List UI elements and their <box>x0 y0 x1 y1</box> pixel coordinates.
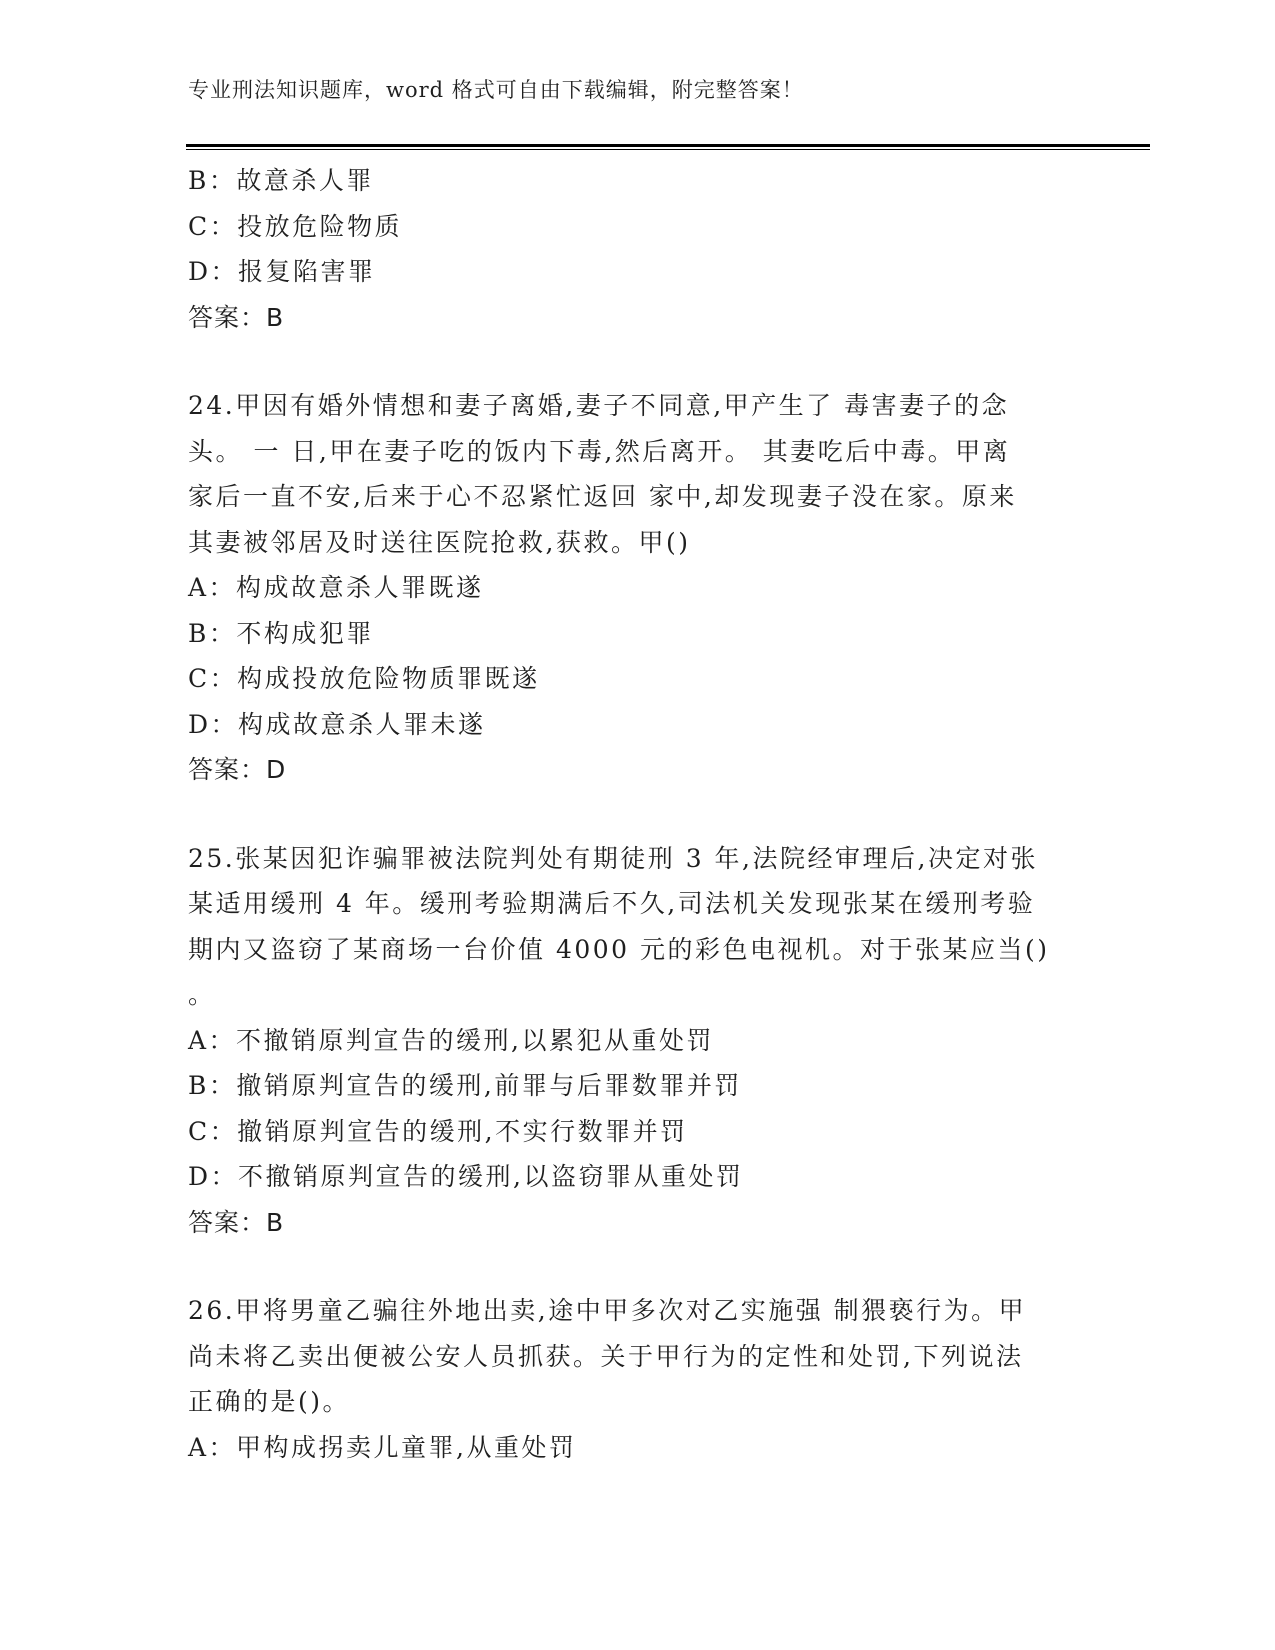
page-header: 专业刑法知识题库，word 格式可自由下载编辑，附完整答案！ <box>188 78 804 102</box>
question-list <box>188 158 1088 1470</box>
question-text: 某适用缓刑 4 年。缓刑考验期满后不久,司法机关发现张某在缓刑考验 <box>188 889 1036 918</box>
option-c: C：撤销原判宣告的缓刑,不实行数罪并罚 <box>188 1116 688 1146</box>
header-rule-thin <box>186 149 1150 150</box>
question-text: 26.甲将男童乙骗往外地出卖,途中甲多次对乙实施强 制猥亵行为。甲 <box>188 1296 1027 1325</box>
question-text: 。 <box>188 980 216 1009</box>
question-text: 24.甲因有婚外情想和妻子离婚,妻子不同意,甲产生了 毒害妻子的念 <box>188 391 1010 420</box>
header-rule-thick <box>186 144 1150 147</box>
option-d: D：构成故意杀人罪未遂 <box>188 709 486 739</box>
option-c: C：构成投放危险物质罪既遂 <box>188 664 540 693</box>
question-text: 正确的是()。 <box>188 1387 351 1416</box>
answer: 答案：B <box>188 1207 285 1237</box>
question-text: 25.张某因犯诈骗罪被法院判处有期徒刑 3 年,法院经审理后,决定对张 <box>188 843 1038 873</box>
question-block <box>188 1288 1088 1470</box>
answer: 答案：B <box>188 302 285 332</box>
option-b: B：不构成犯罪 <box>188 618 374 648</box>
option-a: A：甲构成拐卖儿童罪,从重处罚 <box>188 1432 577 1462</box>
question-text: 尚未将乙卖出便被公安人员抓获。关于甲行为的定性和处罚,下列说法 <box>188 1341 1024 1371</box>
question-block <box>188 158 1088 340</box>
option-b: B：故意杀人罪 <box>188 166 374 195</box>
option-b: B：撤销原判宣告的缓刑,前罪与后罪数罪并罚 <box>188 1071 742 1100</box>
question-text: 家后一直不安,后来于心不忍紧忙返回 家中,却发现妻子没在家。原来 <box>188 482 1017 511</box>
option-c: C：投放危险物质 <box>188 211 403 241</box>
option-a: A：不撤销原判宣告的缓刑,以累犯从重处罚 <box>188 1025 715 1055</box>
option-d: D：报复陷害罪 <box>188 257 376 286</box>
question-text: 其妻被邻居及时送往医院抢救,获救。甲() <box>188 527 691 557</box>
answer: 答案：D <box>188 755 287 784</box>
option-d: D：不撤销原判宣告的缓刑,以盗窃罪从重处罚 <box>188 1162 744 1191</box>
question-block <box>188 836 1088 1246</box>
question-block <box>188 383 1088 793</box>
option-a: A：构成故意杀人罪既遂 <box>188 573 484 602</box>
question-text: 头。 一 日,甲在妻子吃的饭内下毒,然后离开。 其妻吃后中毒。甲离 <box>188 436 1011 466</box>
question-text: 期内又盗窃了某商场一台价值 4000 元的彩色电视机。对于张某应当() <box>188 934 1050 964</box>
